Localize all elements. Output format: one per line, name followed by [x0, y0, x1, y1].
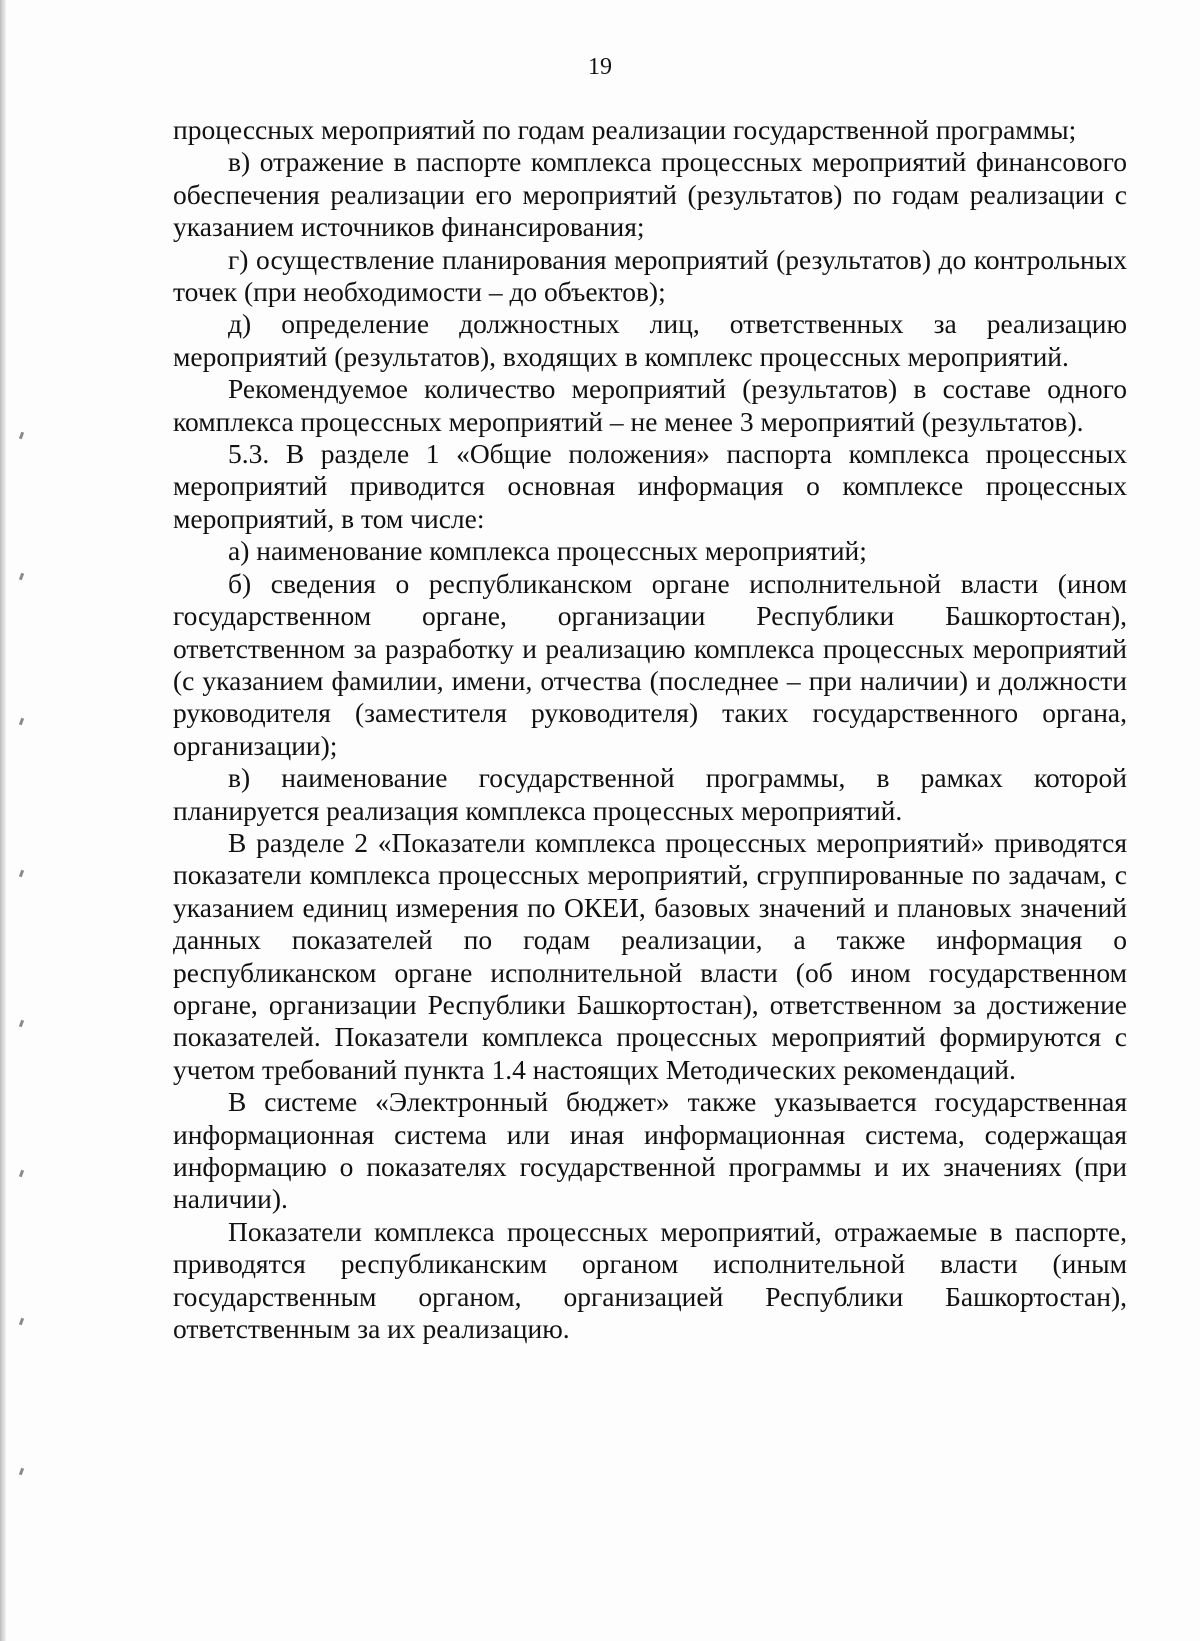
paragraph-item-v2: в) наименование государственной программы, в рамках которой планируется реализация комплекса процессных мероприятий. [173, 762, 1127, 826]
margin-mark [19, 432, 24, 440]
paragraph-item-v: в) отражение в паспорте комплекса процессных мероприятий финансового обеспечения реализации его мероприятий (результатов) по годам реализации с указанием источников финансирования; [173, 146, 1127, 243]
paragraph-item-d: д) определение должностных лиц, ответственных за реализацию мероприятий (результатов), входящих в комплекс процессных мероприятий. [173, 308, 1127, 372]
page-number: 19 [588, 54, 612, 80]
paragraph-continuation: процессных мероприятий по годам реализации государственной программы; [173, 114, 1077, 145]
paragraph-section-2: В разделе 2 «Показатели комплекса процессных мероприятий» приводятся показатели комплекса процессных мероприятий, сгруппированные по задачам, с указанием единиц измерения по ОКЕИ, базовых значений и плановых значений данных показателей по годам реализации, а также информация о республиканском органе исполнительной власти (об ином государственном органе, организации Республики Башкортостан), ответственном за достижение показателей. Показатели комплекса процессных мероприятий формируются с учетом требований пункта 1.4 настоящих Методических рекомендаций. [173, 826, 1127, 1085]
paragraph-indicators-passport: Показатели комплекса процессных мероприятий, отражаемые в паспорте, приводятся республиканским органом исполнительной власти (иным государственным органом, организацией Республики Башкортостан), ответственным за их реализацию. [173, 1215, 1127, 1345]
paragraph-item-a: а) наименование комплекса процессных мероприятий; [228, 535, 867, 567]
scan-edge [0, 0, 6, 1641]
margin-mark [19, 1170, 24, 1178]
margin-mark [19, 1318, 24, 1326]
margin-mark [19, 870, 24, 878]
margin-mark [19, 1020, 24, 1028]
margin-mark [19, 573, 24, 581]
document-body [173, 114, 1127, 1345]
paragraph-item-b: б) сведения о республиканском органе исполнительной власти (ином государственном органе, организации Республики Башкортостан), ответственном за разработку и реализацию комплекса процессных мероприятий (с указанием фамилии, имени, отчества (последнее – при наличии) и должности руководителя (заместителя руководителя) таких государственного органа, организации); [173, 567, 1127, 761]
margin-mark [19, 1468, 24, 1476]
paragraph-recommendation: Рекомендуемое количество мероприятий (результатов) в составе одного комплекса процессных мероприятий – не менее 3 мероприятий (результатов). [173, 373, 1127, 437]
margin-mark [19, 718, 24, 726]
paragraph-section-5-3: 5.3. В разделе 1 «Общие положения» паспорта комплекса процессных мероприятий приводится основная информация о комплексе процессных мероприятий, в том числе: [173, 438, 1127, 534]
paragraph-electronic-budget: В системе «Электронный бюджет» также указывается государственная информационная система или иная информационная система, содержащая информацию о показателях государственной программы и их значениях (при наличии). [173, 1086, 1127, 1215]
paragraph-item-g: г) осуществление планирования мероприятий (результатов) до контрольных точек (при необходимости – до объектов); [173, 243, 1127, 308]
